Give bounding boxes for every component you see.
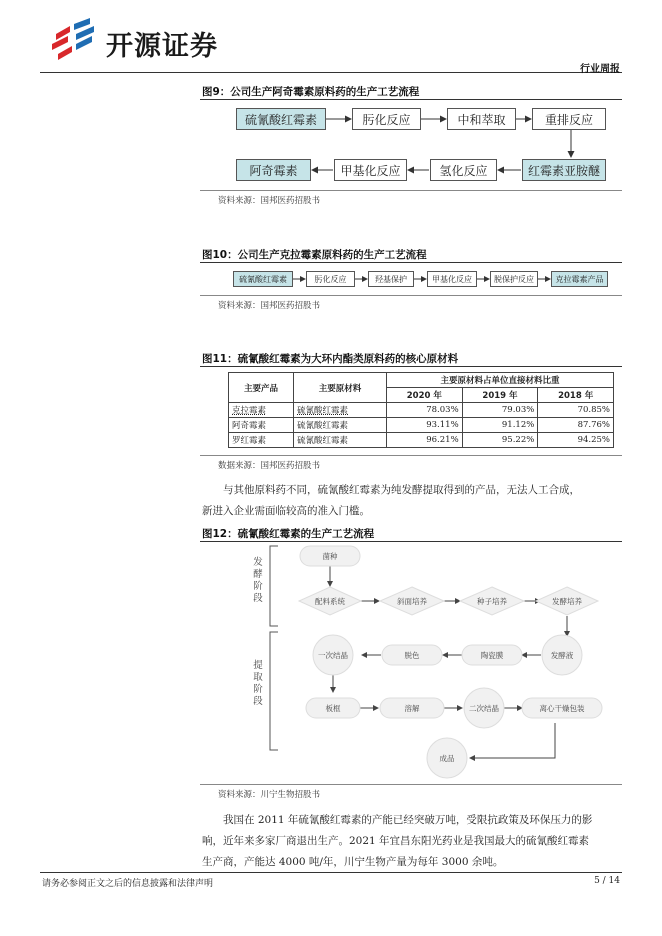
fig10-step-protect: 羟基保护 <box>368 271 414 287</box>
cell-product: 罗红霉素 <box>229 433 294 448</box>
col-header-ratio: 主要原材料占单位直接材料比重 <box>387 373 614 388</box>
fig10-step-oxime: 肟化反应 <box>306 271 355 287</box>
fig12-node-slant: 斜面培养 <box>397 596 427 606</box>
cell-product: 阿奇霉素 <box>229 418 294 433</box>
fig9-title: 图9：公司生产阿奇霉素原料药的生产工艺流程 <box>202 86 420 98</box>
cell-2019: 79.03% <box>462 403 538 418</box>
fig12-node-decolor: 脱色 <box>404 650 420 660</box>
para2-line2: 响，近年来多家厂商退出生产。2021 年宜昌东阳光药业是我国最大的硫氰酸红霉素 <box>202 835 590 847</box>
fig9-step-extract: 中和萃取 <box>447 108 516 130</box>
cell-2020: 93.11% <box>387 418 463 433</box>
footer-rule <box>40 872 622 873</box>
fig10-step-raw: 硫氰酸红霉素 <box>233 271 293 287</box>
fig12-node-product: 成品 <box>439 753 455 763</box>
page-number: 5 / 14 <box>594 876 620 886</box>
fig12-node-ceramic: 陶瓷膜 <box>480 650 504 660</box>
fig9-step-oxime: 肟化反应 <box>352 108 421 130</box>
para1-line2: 新进入企业需面临较高的准入门槛。 <box>202 505 370 517</box>
fig12-node-plate: 板框 <box>325 703 341 713</box>
fig11-source: 数据来源：国邦医药招股书 <box>218 461 321 471</box>
para2-line1: 我国在 2011 年硫氰酸红霉素的产能已经突破万吨，受限抗政策及环保压力的影 <box>223 814 593 826</box>
cell-2020: 78.03% <box>387 403 463 418</box>
fig12-node-dissolve: 溶解 <box>404 703 420 713</box>
para2 <box>202 810 622 873</box>
fig11-title: 图11：硫氰酸红霉素为大环内酯类原料药的核心原材料 <box>202 353 459 365</box>
fig12-source: 资料来源：川宁生物招股书 <box>218 790 321 800</box>
fig12-stage-ferment: 发酵阶段 <box>253 557 263 604</box>
col-header-material: 主要原材料 <box>294 373 387 403</box>
fig10-step-methylation: 甲基化反应 <box>427 271 477 287</box>
fig9-step-raw: 硫氰酸红霉素 <box>236 108 326 130</box>
col-header-product: 主要产品 <box>229 373 294 403</box>
fig10-step-product: 克拉霉素产品 <box>551 271 608 287</box>
fig9-step-methylation: 甲基化反应 <box>334 159 407 181</box>
fig12-node-drypack: 离心干燥包装 <box>539 703 585 713</box>
cell-2019: 95.22% <box>462 433 538 448</box>
fig12-bottom-rule <box>200 784 622 785</box>
col-header-2020: 2020 年 <box>387 388 463 403</box>
cell-2018: 87.76% <box>538 418 614 433</box>
fig10-source: 资料来源：国邦医药招股书 <box>218 301 321 311</box>
cell-2020: 96.21% <box>387 433 463 448</box>
doc-type-label: 行业周报 <box>580 64 620 75</box>
fig9-step-hydrogenation: 氢化反应 <box>430 159 497 181</box>
cell-2019: 91.12% <box>462 418 538 433</box>
fig10-title: 图10：公司生产克拉霉素原料药的生产工艺流程 <box>202 249 427 261</box>
cell-material: 硫氰酸红霉素 <box>294 403 387 418</box>
fig9-step-imino-ether: 红霉素亚胺醚 <box>522 159 606 181</box>
brand-name: 开源证券 <box>106 31 218 62</box>
cell-2018: 94.25% <box>538 433 614 448</box>
cell-material: 硫氰酸红霉素 <box>294 433 387 448</box>
cell-product: 克拉霉素 <box>229 403 294 418</box>
footer-disclaimer: 请务必参阅正文之后的信息披露和法律声明 <box>42 879 214 889</box>
fig12-stage-extract: 提取阶段 <box>253 660 263 707</box>
para2-line3: 生产商，产能达 4000 吨/年，川宁生物产量为每年 3000 余吨。 <box>202 856 504 868</box>
fig10-step-deprotect: 脱保护反应 <box>490 271 538 287</box>
fig9-step-rearrange: 重排反应 <box>532 108 606 130</box>
fig12-node-cryst1: 一次结晶 <box>318 650 348 660</box>
col-header-2018: 2018 年 <box>538 388 614 403</box>
cell-material: 硫氰酸红霉素 <box>294 418 387 433</box>
fig12-node-seed: 种子培养 <box>477 596 507 606</box>
fig12-node-strain: 菌种 <box>322 551 338 561</box>
col-header-2019: 2019 年 <box>462 388 538 403</box>
fig9-source: 资料来源：国邦医药招股书 <box>218 196 321 206</box>
fig12-title: 图12：硫氰酸红霉素的生产工艺流程 <box>202 528 375 540</box>
fig9-step-product: 阿奇霉素 <box>236 159 311 181</box>
cell-2018: 70.85% <box>538 403 614 418</box>
fig12-node-broth: 发酵液 <box>550 650 574 660</box>
fig12-node-cryst2: 二次结晶 <box>469 703 499 713</box>
para1-line1: 与其他原料药不同，硫氰酸红霉素为纯发酵提取得到的产品，无法人工合成， <box>223 484 580 496</box>
fig12-node-batching: 配料系统 <box>315 596 345 606</box>
fig12-node-ferment: 发酵培养 <box>552 596 582 606</box>
